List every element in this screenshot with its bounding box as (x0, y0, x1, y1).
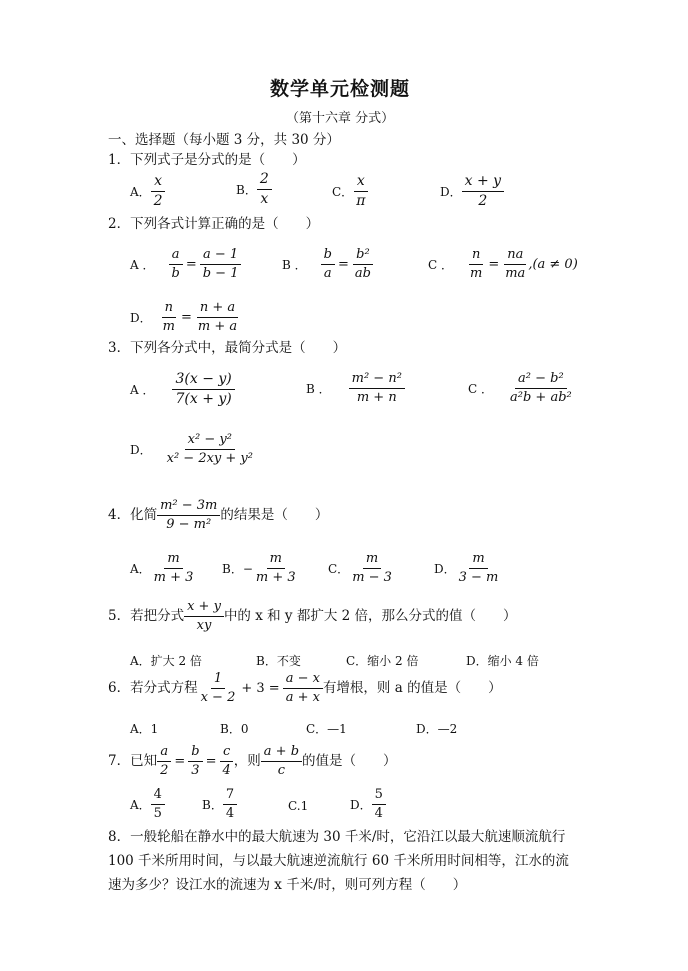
condition-text: ,(a ≠ 0) (528, 257, 578, 273)
fraction: $\frac{\text{m² − 3m}}{\text{9 − m²}}$ (157, 499, 220, 533)
equals-sign: = (185, 257, 197, 273)
question-8-stem: 8．一般轮船在静水中的最大航速为 30 千米/时，它沿江以最大航速顺流航行 100 千米所用时间，与以最大航速逆流航行 60 千米所用时间相等，江水的流速为多少？设江水的流速为 x 千米/时，则可列方程（ ） (108, 829, 569, 893)
stem-text: 的结果是（ ） (220, 507, 329, 524)
stem-text: 6．若分式方程 (108, 680, 198, 697)
question-3-option-a (130, 372, 235, 408)
fraction: $\frac{\text{x² − y²}}{\text{x² − 2xy + y²}}$ (166, 432, 253, 467)
question-4-option-c (328, 552, 395, 586)
stem-text: 中的 x 和 y 都扩大 2 倍，那么分式的值（ ） (223, 608, 517, 625)
question-2-option-c (428, 248, 578, 282)
option-label: D． (130, 310, 152, 325)
fraction: $\frac{1}{x - 2}$ (200, 671, 236, 706)
stem-text: 4．化简 (108, 507, 158, 524)
fraction: $\frac{\text{b²}}{ab}$ (354, 247, 371, 282)
fraction: $\frac{n}{m}$ (162, 300, 175, 335)
option-label: B． (202, 797, 223, 812)
fraction: $\frac{a - x}{a + x}$ (283, 672, 323, 706)
question-1-option-c (332, 174, 368, 210)
fraction: $\frac{m}{m + 3}$ (153, 551, 194, 586)
option-label: C． (332, 184, 354, 199)
equals-sign: = (337, 257, 349, 273)
option-label: A． (130, 561, 151, 576)
question-3-option-d (130, 433, 256, 467)
option-label: A． (130, 184, 151, 199)
option-label: D． (350, 797, 372, 812)
fraction: $\frac{n}{m}$ (470, 247, 483, 282)
page-subtitle: （第十六章 分式） (286, 111, 395, 126)
option-label: A． (130, 797, 151, 812)
question-5-option-d: D．缩小 4 倍 (466, 654, 539, 668)
fraction: $\frac{m}{m - 3}$ (352, 551, 392, 586)
stem-text: ，则 (233, 753, 261, 770)
equals-sign: = (488, 257, 500, 273)
question-3-option-c (468, 372, 575, 406)
question-5-option-b: B．不变 (256, 654, 301, 668)
question-2-stem: 2．下列各式计算正确的是（ ） (108, 216, 320, 232)
fraction: $\frac{x}{2}$ (151, 174, 166, 210)
page-title: 数学单元检测题 (270, 78, 411, 100)
option-label: C． (328, 561, 350, 576)
fraction: $\frac{\text{m² − n²}}{m + n}$ (349, 372, 405, 406)
operator-text: + 3 = (241, 681, 280, 697)
option-label: D． (440, 184, 462, 199)
question-7-option-d (350, 788, 386, 822)
option-label: B．− (222, 561, 253, 576)
option-label: A ． (130, 257, 155, 272)
option-label: B ． (306, 381, 331, 396)
option-label: A ． (130, 382, 155, 397)
question-1-option-d (440, 174, 504, 210)
stem-text: 的值是（ ） (302, 753, 397, 770)
question-2-option-d (130, 301, 240, 335)
equals-sign: = (180, 310, 192, 326)
stem-text: 5．若把分式 (108, 608, 185, 625)
fraction: $\frac{m}{3 - m}$ (458, 551, 499, 586)
question-3-stem: 3．下列各分式中，最简分式是（ ） (108, 340, 347, 356)
question-6-stem (108, 672, 502, 706)
fraction: $\frac{4}{5}$ (151, 788, 165, 822)
question-2-option-b (282, 248, 374, 282)
option-label: C ． (468, 381, 493, 396)
section-heading: 一、选择题（每小题 3 分，共 30 分） (108, 132, 340, 148)
question-1-option-a (130, 174, 166, 210)
question-7-option-a (130, 788, 165, 822)
fraction: $\frac{\text{a² − b²}}{\text{a²b + ab²}}$ (510, 371, 572, 406)
fraction: $\frac{c}{4}$ (220, 745, 234, 779)
fraction: $\frac{a}{b}$ (168, 248, 182, 282)
equals-sign: = (205, 754, 217, 770)
option-label: D． (434, 561, 456, 576)
option-label: C ． (428, 257, 453, 272)
fraction: $\frac{7}{4}$ (223, 788, 237, 822)
question-4-stem (108, 499, 328, 533)
question-6-option-d: D．—2 (416, 722, 458, 736)
fraction: $\frac{x + y}{2}$ (462, 174, 504, 210)
fraction: $\frac{a}{2}$ (157, 745, 171, 779)
fraction: $\frac{na}{ma}$ (505, 247, 526, 282)
question-1-option-b (236, 172, 272, 208)
fraction: $\frac{m}{m + 3}$ (255, 551, 296, 586)
question-4-option-b (222, 552, 299, 586)
stem-text: 有增根，则 a 的值是（ ） (322, 680, 502, 697)
question-7-option-b (202, 788, 237, 822)
option-label: D． (130, 442, 152, 457)
question-7-option-c: C.1 (288, 799, 309, 813)
question-4-option-a (130, 552, 196, 586)
equals-sign: = (174, 754, 186, 770)
fraction: $\frac{b}{3}$ (188, 745, 202, 779)
fraction: $\frac{3(x - y)}{7(x + y)}$ (172, 372, 234, 408)
fraction: $\frac{a + b}{c}$ (261, 745, 302, 779)
fraction: $\frac{b}{a}$ (321, 248, 335, 282)
fraction: $\frac{2}{x}$ (257, 172, 272, 208)
option-label: B ． (282, 257, 307, 272)
question-1-stem: 1．下列式子是分式的是（ ） (108, 152, 306, 168)
fraction: $\frac{n + a}{m + a}$ (197, 300, 238, 335)
question-6-option-a: A．1 (130, 722, 159, 736)
fraction: $\frac{x + y}{xy}$ (184, 600, 224, 634)
stem-text: 7．已知 (108, 753, 158, 770)
fraction: $\frac{5}{4}$ (372, 788, 386, 822)
question-6-option-b: B．0 (220, 722, 249, 736)
question-3-option-b (306, 372, 405, 406)
option-label: B． (236, 182, 257, 197)
question-6-option-c: C．—1 (306, 722, 347, 736)
fraction: $\frac{a - 1}{b - 1}$ (200, 248, 242, 282)
question-2-option-a (130, 248, 241, 282)
question-5-stem (108, 600, 517, 634)
question-4-option-d (434, 552, 501, 586)
fraction: $\frac{x}{\pi}$ (353, 174, 368, 210)
question-5-option-a: A．扩大 2 倍 (130, 654, 202, 668)
question-5-option-c: C．缩小 2 倍 (346, 654, 419, 668)
question-7-stem (108, 745, 397, 779)
